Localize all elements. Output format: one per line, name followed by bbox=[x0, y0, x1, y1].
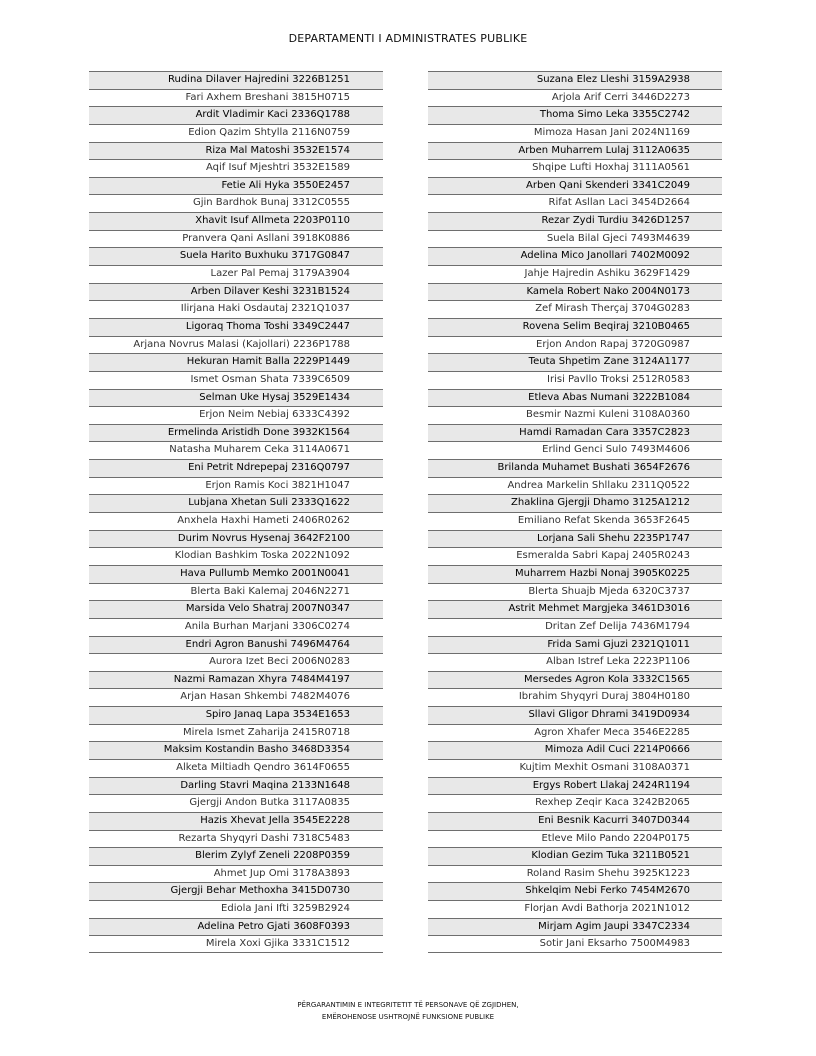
list-item: Ardit Vladimir Kaci 2336Q1788 bbox=[89, 106, 383, 124]
list-item: Suela Bilal Gjeci 7493M4639 bbox=[428, 230, 722, 248]
list-item: Brilanda Muhamet Bushati 3654F2676 bbox=[428, 459, 722, 477]
list-item: Agron Xhafer Meca 3546E2285 bbox=[428, 724, 722, 742]
list-item: Kamela Robert Nako 2004N0173 bbox=[428, 283, 722, 301]
list-item: Blerta Baki Kalemaj 2046N2271 bbox=[89, 583, 383, 601]
page-footer bbox=[0, 999, 816, 1023]
list-item: Shqipe Lufti Hoxhaj 3111A0561 bbox=[428, 159, 722, 177]
list-item: Zef Mirash Therçaj 3704G0283 bbox=[428, 300, 722, 318]
list-item: Florjan Avdi Bathorja 2021N1012 bbox=[428, 900, 722, 918]
list-item: Klodian Bashkim Toska 2022N1092 bbox=[89, 547, 383, 565]
list-item: Mirela Ismet Zaharija 2415R0718 bbox=[89, 724, 383, 742]
list-item: Endri Agron Banushi 7496M4764 bbox=[89, 636, 383, 654]
list-item: Gjin Bardhok Bunaj 3312C0555 bbox=[89, 194, 383, 212]
list-item: Marsida Velo Shatraj 2007N0347 bbox=[89, 600, 383, 618]
list-item: Dritan Zef Delija 7436M1794 bbox=[428, 618, 722, 636]
list-item: Lazer Pal Pemaj 3179A3904 bbox=[89, 265, 383, 283]
list-item: Riza Mal Matoshi 3532E1574 bbox=[89, 142, 383, 160]
list-item: Astrit Mehmet Margjeka 3461D3016 bbox=[428, 600, 722, 618]
list-item: Adelina Petro Gjati 3608F0393 bbox=[89, 918, 383, 936]
list-item: Pranvera Qani Asllani 3918K0886 bbox=[89, 230, 383, 248]
list-item: Irisi Pavllo Troksi 2512R0583 bbox=[428, 371, 722, 389]
list-item: Rezarta Shyqyri Dashi 7318C5483 bbox=[89, 830, 383, 848]
list-item: Alketa Miltiadh Qendro 3614F0655 bbox=[89, 759, 383, 777]
list-item: Spiro Janaq Lapa 3534E1653 bbox=[89, 706, 383, 724]
list-item: Rudina Dilaver Hajredini 3226B1251 bbox=[89, 71, 383, 89]
list-item: Erjon Ramis Koci 3821H1047 bbox=[89, 477, 383, 495]
list-item: Aqif Isuf Mjeshtri 3532E1589 bbox=[89, 159, 383, 177]
list-item: Suzana Elez Lleshi 3159A2938 bbox=[428, 71, 722, 89]
list-item: Ahmet Jup Omi 3178A3893 bbox=[89, 865, 383, 883]
list-item: Kujtim Mexhit Osmani 3108A0371 bbox=[428, 759, 722, 777]
list-item: Emiliano Refat Skenda 3653F2645 bbox=[428, 512, 722, 530]
list-item: Erlind Genci Sulo 7493M4606 bbox=[428, 441, 722, 459]
list-item: Ligoraq Thoma Toshi 3349C2447 bbox=[89, 318, 383, 336]
list-item: Blerim Zylyf Zeneli 2208P0359 bbox=[89, 847, 383, 865]
list-item: Fari Axhem Breshani 3815H0715 bbox=[89, 89, 383, 107]
list-item: Natasha Muharem Ceka 3114A0671 bbox=[89, 441, 383, 459]
list-item: Rovena Selim Beqiraj 3210B0465 bbox=[428, 318, 722, 336]
list-item: Gjergji Andon Butka 3117A0835 bbox=[89, 794, 383, 812]
list-item: Anila Burhan Marjani 3306C0274 bbox=[89, 618, 383, 636]
list-item: Mirjam Agim Jaupi 3347C2334 bbox=[428, 918, 722, 936]
list-item: Mimoza Adil Cuci 2214P0666 bbox=[428, 741, 722, 759]
list-item: Arjola Arif Cerri 3446D2273 bbox=[428, 89, 722, 107]
list-item: Esmeralda Sabri Kapaj 2405R0243 bbox=[428, 547, 722, 565]
list-item: Hazis Xhevat Jella 3545E2228 bbox=[89, 812, 383, 830]
list-item: Eni Petrit Ndrepepaj 2316Q0797 bbox=[89, 459, 383, 477]
list-item: Maksim Kostandin Basho 3468D3354 bbox=[89, 741, 383, 759]
list-item: Gjergji Behar Methoxha 3415D0730 bbox=[89, 882, 383, 900]
page-title: DEPARTAMENTI I ADMINISTRATES PUBLIKE bbox=[288, 32, 528, 45]
list-item: Nazmi Ramazan Xhyra 7484M4197 bbox=[89, 671, 383, 689]
list-item: Klodian Gezim Tuka 3211B0521 bbox=[428, 847, 722, 865]
list-item: Aurora Izet Beci 2006N0283 bbox=[89, 653, 383, 671]
list-item: Mimoza Hasan Jani 2024N1169 bbox=[428, 124, 722, 142]
right-name-column bbox=[428, 71, 722, 953]
list-item: Ibrahim Shyqyri Duraj 3804H0180 bbox=[428, 688, 722, 706]
list-item: Rexhep Zeqir Kaca 3242B2065 bbox=[428, 794, 722, 812]
list-item: Thoma Simo Leka 3355C2742 bbox=[428, 106, 722, 124]
list-item: Teuta Shpetim Zane 3124A1177 bbox=[428, 353, 722, 371]
list-item: Selman Uke Hysaj 3529E1434 bbox=[89, 389, 383, 407]
list-item: Blerta Shuajb Mjeda 6320C3737 bbox=[428, 583, 722, 601]
list-item: Ismet Osman Shata 7339C6509 bbox=[89, 371, 383, 389]
list-item: Mersedes Agron Kola 3332C1565 bbox=[428, 671, 722, 689]
list-item: Muharrem Hazbi Nonaj 3905K0225 bbox=[428, 565, 722, 583]
list-item: Besmir Nazmi Kuleni 3108A0360 bbox=[428, 406, 722, 424]
list-item: Alban Istref Leka 2223P1106 bbox=[428, 653, 722, 671]
list-item: Suela Harito Buxhuku 3717G0847 bbox=[89, 247, 383, 265]
list-item: Erjon Andon Rapaj 3720G0987 bbox=[428, 336, 722, 354]
list-item: Hava Pullumb Memko 2001N0041 bbox=[89, 565, 383, 583]
list-item: Edion Qazim Shtylla 2116N0759 bbox=[89, 124, 383, 142]
list-item: Arben Qani Skenderi 3341C2049 bbox=[428, 177, 722, 195]
footer-line-2: EMËROHENOSE USHTROJNË FUNKSIONE PUBLIKE bbox=[321, 1013, 495, 1021]
list-item: Lorjana Sali Shehu 2235P1747 bbox=[428, 530, 722, 548]
list-item: Ergys Robert Llakaj 2424R1194 bbox=[428, 777, 722, 795]
list-item: Lubjana Xhetan Suli 2333Q1622 bbox=[89, 494, 383, 512]
list-item: Anxhela Haxhi Hameti 2406R0262 bbox=[89, 512, 383, 530]
left-name-column bbox=[89, 71, 383, 953]
list-item: Roland Rasim Shehu 3925K1223 bbox=[428, 865, 722, 883]
list-item: Arjana Novrus Malasi (Kajollari) 2236P1788 bbox=[89, 336, 383, 354]
list-item: Jahje Hajredin Ashiku 3629F1429 bbox=[428, 265, 722, 283]
list-item: Sllavi Gligor Dhrami 3419D0934 bbox=[428, 706, 722, 724]
list-item: Rezar Zydi Turdiu 3426D1257 bbox=[428, 212, 722, 230]
list-item: Hekuran Hamit Balla 2229P1449 bbox=[89, 353, 383, 371]
list-item: Arjan Hasan Shkembi 7482M4076 bbox=[89, 688, 383, 706]
list-item: Xhavit Isuf Allmeta 2203P0110 bbox=[89, 212, 383, 230]
list-item: Ilirjana Haki Osdautaj 2321Q1037 bbox=[89, 300, 383, 318]
list-item: Hamdi Ramadan Cara 3357C2823 bbox=[428, 424, 722, 442]
list-item: Etleva Abas Numani 3222B1084 bbox=[428, 389, 722, 407]
footer-line-1: PËRGARANTIMIN E INTEGRITETIT TË PERSONAVE QË ZGJIDHEN, bbox=[297, 1001, 519, 1009]
list-item: Darling Stavri Maqina 2133N1648 bbox=[89, 777, 383, 795]
list-item: Adelina Mico Janollari 7402M0092 bbox=[428, 247, 722, 265]
list-item: Arben Dilaver Keshi 3231B1524 bbox=[89, 283, 383, 301]
list-item: Etleve Milo Pando 2204P0175 bbox=[428, 830, 722, 848]
list-item: Ermelinda Aristidh Done 3932K1564 bbox=[89, 424, 383, 442]
list-item: Frida Sami Gjuzi 2321Q1011 bbox=[428, 636, 722, 654]
list-item: Ediola Jani Ifti 3259B2924 bbox=[89, 900, 383, 918]
list-item: Mirela Xoxi Gjika 3331C1512 bbox=[89, 935, 383, 953]
list-item: Durim Novrus Hysenaj 3642F2100 bbox=[89, 530, 383, 548]
list-item: Sotir Jani Eksarho 7500M4983 bbox=[428, 935, 722, 953]
list-item: Fetie Ali Hyka 3550E2457 bbox=[89, 177, 383, 195]
list-item: Zhaklina Gjergji Dhamo 3125A1212 bbox=[428, 494, 722, 512]
list-item: Rifat Asllan Laci 3454D2664 bbox=[428, 194, 722, 212]
list-item: Andrea Markelin Shllaku 2311Q0522 bbox=[428, 477, 722, 495]
list-item: Shkelqim Nebi Ferko 7454M2670 bbox=[428, 882, 722, 900]
list-item: Arben Muharrem Lulaj 3112A0635 bbox=[428, 142, 722, 160]
list-item: Erjon Neim Nebiaj 6333C4392 bbox=[89, 406, 383, 424]
list-item: Eni Besnik Kacurri 3407D0344 bbox=[428, 812, 722, 830]
